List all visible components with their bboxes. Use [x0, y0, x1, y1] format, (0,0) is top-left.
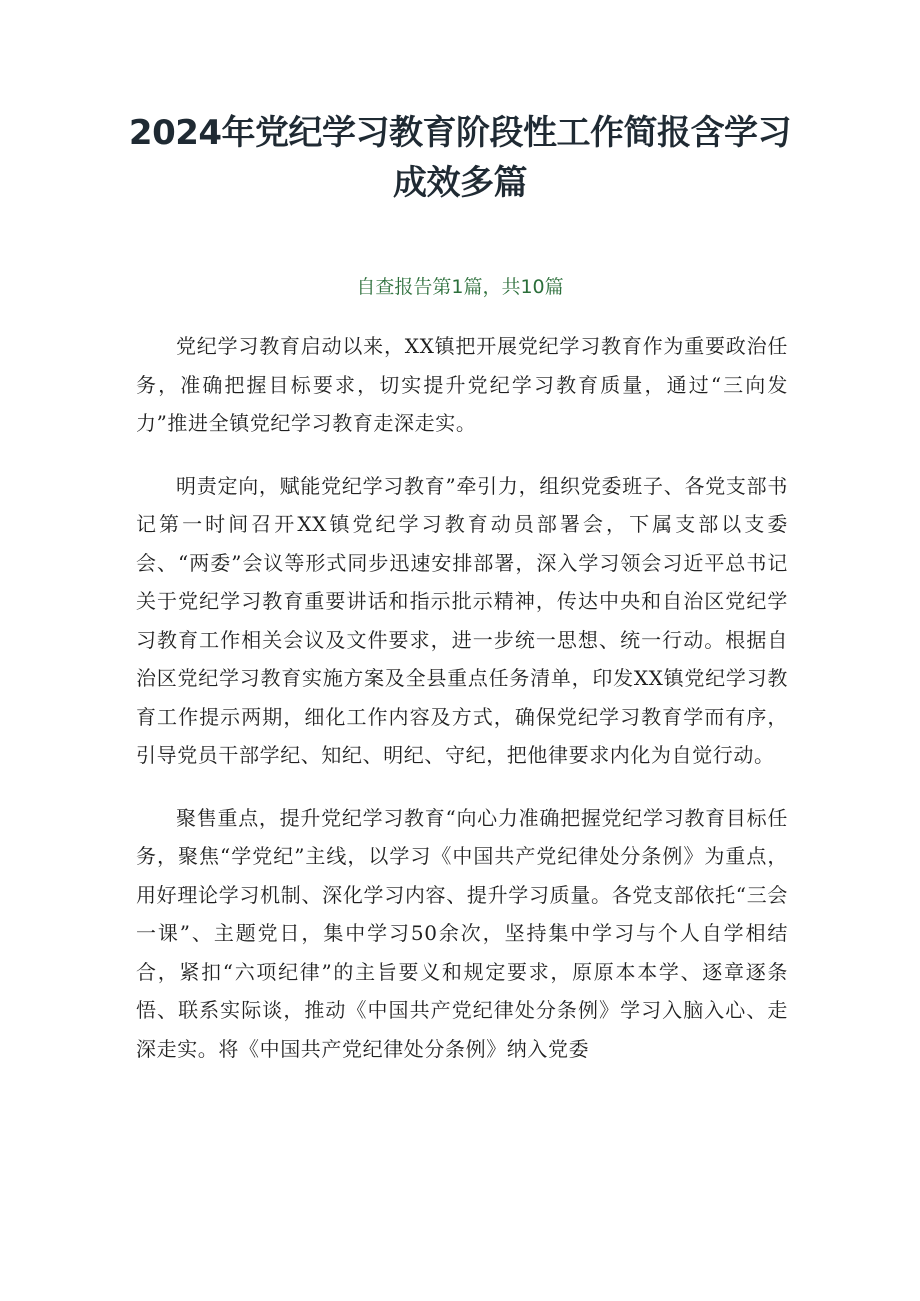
paragraph-3: 聚售重点，提升党纪学习教育“向心力准确把握党纪学习教育目标任务，聚焦“学党纪”主线，以学习《中国共产党纪律处分条例》为重点，用好理论学习机制、深化学习内容、提升学习质量。各党支部依托“三会一课”、主题党日，集中学习50余次，坚持集中学习与个人自学相结合，紧扣“六项纪律”的主旨要义和规定要求，原原本本学、逐章逐条悟、联系实际谈，推动《中国共产党纪律处分条例》学习入脑入心、走深走实。将《中国共产党纪律处分条例》纳入党委 — [136, 805, 788, 1061]
document-body — [136, 327, 788, 1092]
paragraph-1: 党纪学习教育启动以来，XX镇把开展党纪学习教育作为重要政治任务，准确把握目标要求，切实提升党纪学习教育质量，通过“三向发力”推进全镇党纪学习教育走深走实。 — [136, 334, 788, 435]
paragraph-2: 明责定向，赋能党纪学习教育”牵引力，组织党委班子、各党支部书记第一时间召开XX镇党纪学习教育动员部署会，下属支部以支委会、“两委”会议等形式同步迅速安排部署，深入学习领会习近平总书记关于党纪学习教育重要讲话和指示批示精神，传达中央和自治区党纪学习教育工作相关会议及文件要求，进一步统一思想、统一行动。根据自治区党纪学习教育实施方案及全县重点任务清单，印发XX镇党纪学习教育工作提示两期，细化工作内容及方式，确保党纪学习教育学而有序，引导党员干部学纪、知纪、明纪、守纪，把他律要求内化为自觉行动。 — [136, 473, 788, 767]
document-subtitle: 自查报告第1篇，共10篇 — [356, 276, 564, 298]
document-title: 2024年党纪学习教育阶段性工作简报含学习成效多篇 — [128, 113, 792, 203]
